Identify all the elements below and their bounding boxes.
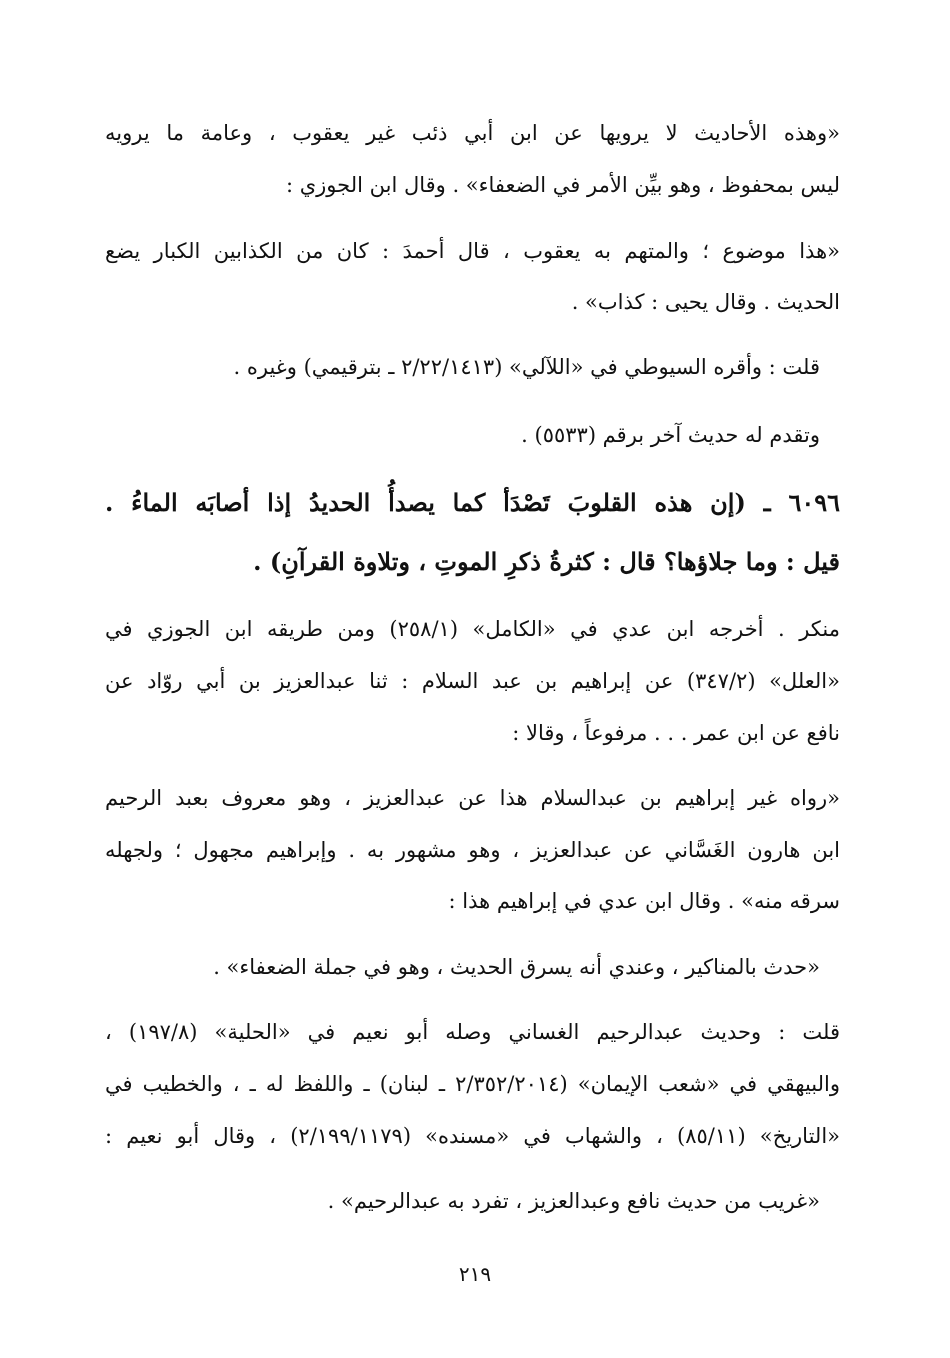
page-number: ٢١٩ bbox=[458, 1262, 492, 1286]
text-line: «هذا موضوع ؛ والمتهم به يعقوب ، قال أحمدَ : كان من الكذابين الكبار يضع bbox=[105, 239, 840, 263]
text-line: «وهذه الأحاديث لا يرويها عن ابن أبي ذئب غير يعقوب ، وعامة ما يرويه bbox=[105, 121, 840, 145]
hadith-heading: قيل : وما جلاؤها؟ قال : كثرةُ ذكرِ الموتِ ، وتلاوة القرآنِ) . bbox=[253, 547, 840, 576]
text-line: قلت : وحديث عبدالرحيم الغساني وصله أبو نعيم في «الحلية» (١٩٧/٨) ، bbox=[105, 1020, 840, 1044]
text-line: منكر . أخرجه ابن عدي في «الكامل» (٢٥٨/١) ومن طريقه ابن الجوزي في bbox=[105, 617, 840, 641]
text-line: «التاريخ» (٨٥/١١) ، والشهاب في «مسنده» (٢/١٩٩/١١٧٩) ، وقال أبو نعيم : bbox=[105, 1124, 840, 1148]
text-line: سرقه منه» . وقال ابن عدي في إبراهيم هذا : bbox=[448, 889, 840, 913]
text-line: ليس بمحفوظ ، وهو بيِّن الأمر في الضعفاء» . وقال ابن الجوزي : bbox=[285, 173, 840, 197]
hadith-heading: ٦٠٩٦ ـ (إن هذه القلوبَ تَصْدَأ كما يصدأُ الحديدُ إذا أصابَه الماءُ . bbox=[105, 488, 840, 517]
text-line: «رواه غير إبراهيم بن عبدالسلام هذا عن عبدالعزيز ، وهو معروف بعبد الرحيم bbox=[105, 786, 840, 810]
text-line: «حدث بالمناكير ، وعندي أنه يسرق الحديث ، وهو في جملة الضعفاء» . bbox=[213, 955, 820, 979]
text-line: «العلل» (٣٤٧/٢) عن إبراهيم بن عبد السلام : ثنا عبدالعزيز بن أبي روّاد عن bbox=[105, 669, 840, 693]
text-line: ابن هارون الغَسَّاني عن عبدالعزيز ، وهو مشهور به . وإبراهيم مجهول ؛ ولجهله bbox=[105, 838, 841, 862]
text-line: وتقدم له حديث آخر برقم (٥٥٣٣) . bbox=[521, 423, 820, 447]
text-line: والبيهقي في «شعب الإيمان» (٢/٣٥٢/٢٠١٤ ـ لبنان) ـ واللفظ له ـ ، والخطيب في bbox=[105, 1072, 841, 1096]
text-line: قلت : وأقره السيوطي في «اللآلي» (٢/٢٢/١٤١٣ ـ بترقيمي) وغيره . bbox=[233, 355, 820, 379]
text-line: «غريب من حديث نافع وعبدالعزيز ، تفرد به عبدالرحيم» . bbox=[327, 1189, 820, 1213]
text-line: نافع عن ابن عمر . . . مرفوعاً ، وقالا : bbox=[512, 721, 840, 745]
text-line: الحديث . وقال يحيى : كذاب» . bbox=[571, 290, 840, 314]
